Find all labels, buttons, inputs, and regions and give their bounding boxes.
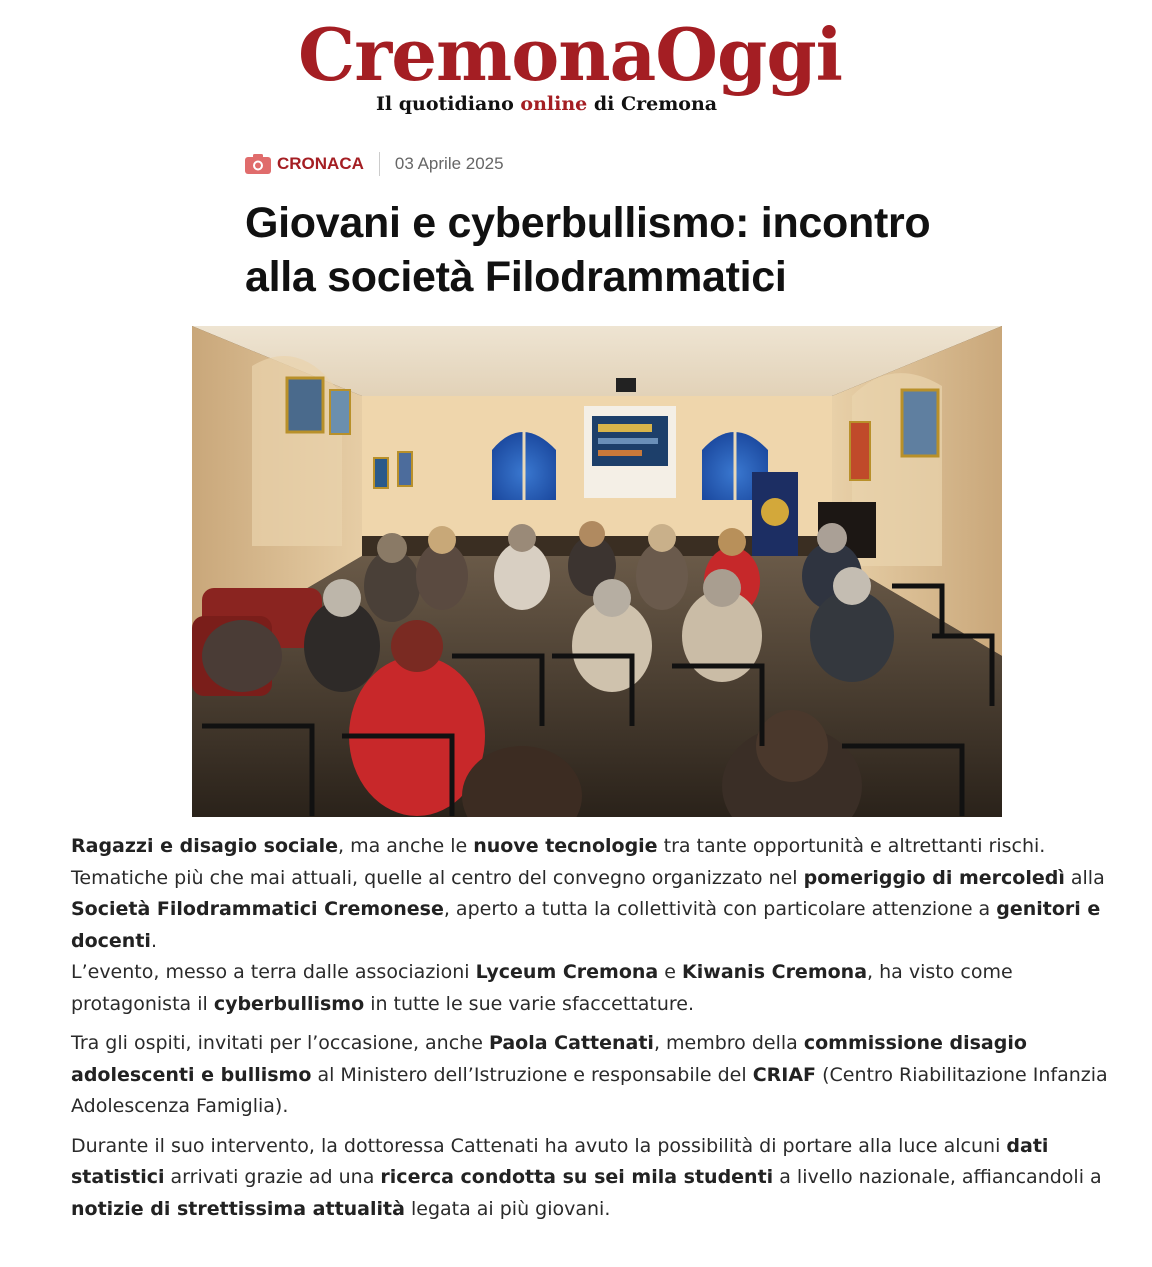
text-run: Tra gli ospiti, invitati per l’occasione, anche (71, 1032, 489, 1054)
bold-text: dati statistici (71, 1134, 1049, 1188)
bold-text: Società Filodrammatici Cremonese (71, 898, 444, 920)
article-paragraph (71, 831, 1121, 1020)
text-run: in tutte le sue varie sfaccettature. (364, 992, 695, 1015)
text-run: Durante il suo intervento, la dottoressa Cattenati ha avuto la possibilità di portare alla luce alcuni (71, 1134, 1007, 1157)
bold-text: notizie di strettissima attualità (71, 1197, 405, 1220)
text-run: (Centro Riabilitazione Infanzia Adolescenza Famiglia). (71, 1063, 1108, 1117)
bold-text: genitori e docenti (71, 898, 1101, 952)
text-run: legata ai più giovani. (404, 1197, 611, 1220)
tagline-suffix: di Cremona (587, 93, 718, 115)
tagline-highlight: online (520, 93, 588, 115)
site-logo[interactable] (298, 14, 843, 96)
text-run: e (658, 961, 683, 983)
masthead (0, 0, 1152, 125)
article-title: Giovani e cyberbullismo: incontro alla società Filodrammatici (245, 199, 931, 301)
text-run: tra tante opportunità e altrettanti rischi. Tematiche più che mai attuali, quelle al centro del convegno organizzato nel (71, 835, 1046, 889)
text-run: , ha visto come protagonista il (71, 961, 1013, 1015)
text-run: , ma anche le (338, 835, 474, 857)
bold-text: CRIAF (752, 1063, 817, 1086)
text-run: , membro della (653, 1032, 804, 1054)
article-meta (245, 150, 504, 178)
photo-illustration (192, 326, 1002, 817)
article-body (71, 831, 1121, 1233)
article-photo (192, 326, 1002, 817)
bold-text: Kiwanis Cremona (682, 961, 868, 983)
bold-text: nuove tecnologie (473, 835, 658, 857)
site-logo-text: CremonaOggi (298, 12, 843, 97)
text-run: al Ministero dell’Istruzione e responsabile del (311, 1063, 753, 1086)
text-run: arrivati grazie ad una (164, 1166, 381, 1188)
bold-text: cyberbullismo (213, 992, 365, 1015)
article-paragraph (71, 1131, 1121, 1226)
bold-text: commissione disagio adolescenti e bullismo (71, 1032, 1027, 1086)
category-link[interactable]: CRONACA (277, 154, 364, 173)
text-run: alla (1064, 866, 1105, 889)
text-run: . (150, 929, 157, 952)
bold-text: Ragazzi e disagio sociale (71, 835, 339, 857)
bold-text: Paola Cattenati (488, 1032, 654, 1054)
publish-date: 03 Aprile 2025 (394, 154, 504, 173)
bold-text: pomeriggio di mercoledì (803, 866, 1065, 889)
text-run: a livello nazionale, affiancandoli a (773, 1166, 1102, 1188)
bold-text: Lyceum Cremona (475, 961, 659, 983)
tagline-prefix: Il quotidiano (376, 93, 521, 115)
meta-divider (379, 152, 380, 176)
article-paragraph (71, 1028, 1121, 1123)
text-run: , aperto a tutta la collettività con particolare attenzione a (443, 898, 997, 920)
bold-text: ricerca condotta su sei mila studenti (380, 1166, 774, 1188)
camera-icon (245, 154, 271, 174)
site-tagline (376, 93, 717, 115)
text-run: L’evento, messo a terra dalle associazioni (71, 961, 476, 983)
